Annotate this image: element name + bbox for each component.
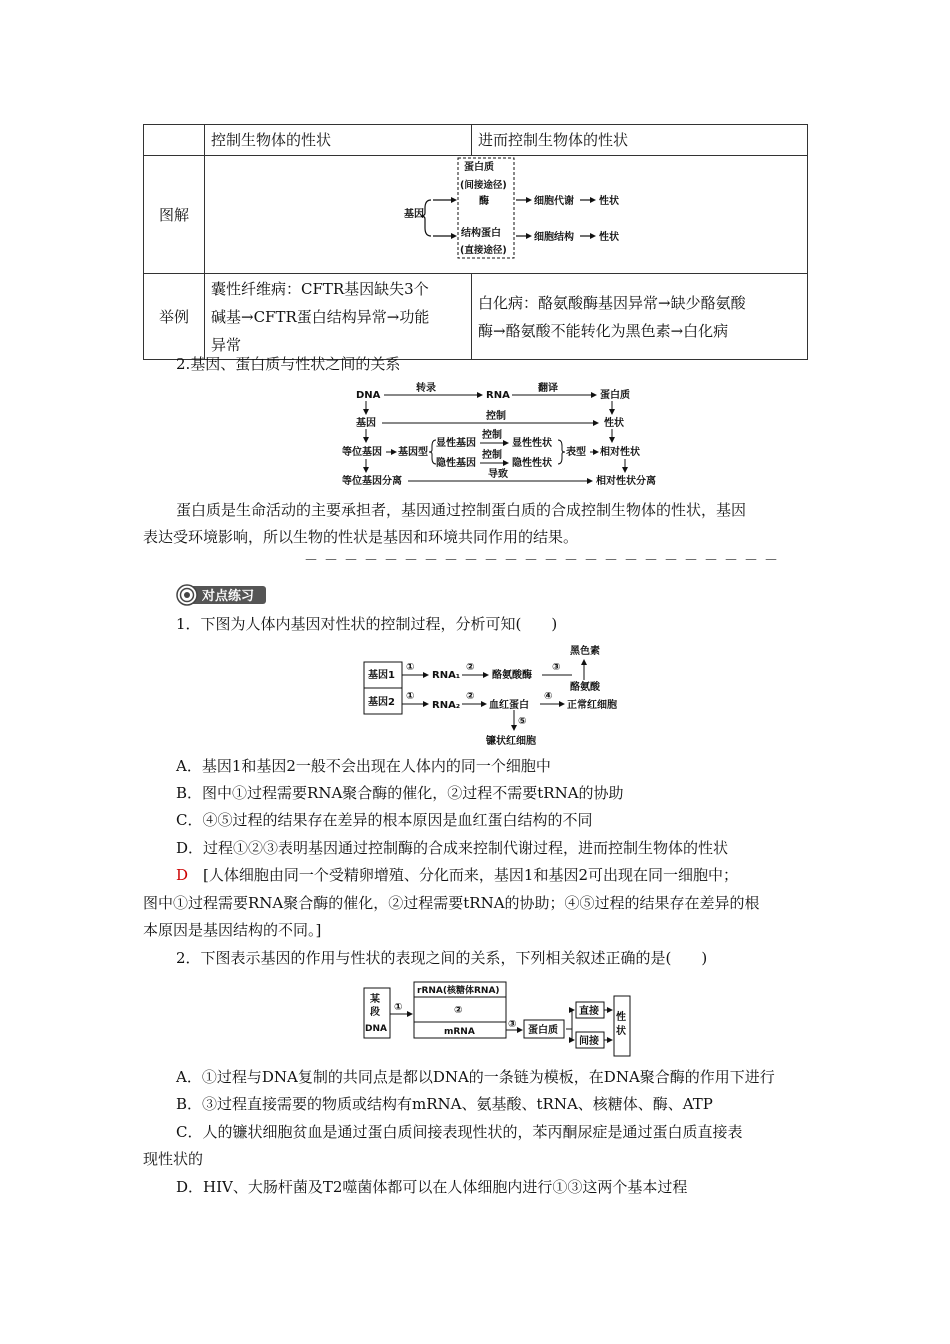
row3-c2 [205,274,472,360]
d2-protein: 蛋白质 [600,390,630,401]
d2-dna: DNA [356,390,381,401]
q1-stem: 1．下图为人体内基因对性状的控制过程，分析可知( ) [176,615,558,633]
q2-option-d: D．HIV、大肠杆菌及T2噬菌体都可以在人体细胞内进行①③这两个基本过程 [176,1178,688,1196]
q2-option-b: B．③过程直接需要的物质或结构有mRNA、氨基酸、tRNA、核糖体、酶、ATP [176,1095,713,1113]
d1-metabolism: 细胞代谢 [534,196,574,207]
d2-phenotype: 表型 [566,447,586,458]
row2-label: 图解 [144,156,205,274]
comparison-table [143,124,808,360]
d1-structure: 细胞结构 [534,232,574,243]
d3-c1: ① [406,662,415,673]
d4-seg3: DNA [365,1024,387,1034]
d2-transcription: 转录 [416,383,436,394]
row3-c2-line: 碱基→CFTR蛋白结构异常→功能 [211,307,430,326]
q1-explain-1: [人体细胞由同一个受精卵增殖、分化而来，基因1和基因2可出现在同一细胞中； [203,866,738,884]
d1-structural: 结构蛋白 [461,228,501,239]
d1-direct: (直接途径) [460,245,507,256]
d4-c1: ① [394,1002,403,1013]
d4-trait1: 性 [616,1012,626,1023]
d1-trait-a: 性状 [599,196,619,207]
d4-indirect: 间接 [579,1036,599,1047]
d4-protein: 蛋白质 [528,1025,558,1036]
q1-answer: D [176,866,189,884]
d4-c2: ② [454,1005,463,1016]
d3-tyr-enzyme: 酪氨酸酶 [492,670,532,681]
q2-option-a: A．①过程与DNA复制的共同点是都以DNA的一条链为模板，在DNA聚合酶的作用下进行 [176,1068,775,1086]
q1-explain-2: 图中①过程需要RNA聚合酶的催化，②过程需要tRNA的协助；④⑤过程的结果存在差异的根 [143,894,760,912]
d1-dashed-box [458,158,514,258]
summary-line-2: 表达受环境影响，所以生物的性状是基因和环境共同作用的结果。 [143,528,579,546]
d1-protein: 蛋白质 [464,162,494,173]
row1-label [144,125,205,156]
d2-control: 控制 [486,411,506,422]
d3-normal-rbc: 正常红细胞 [567,700,617,711]
d1-enzyme: 酶 [479,196,489,207]
d3-tyrosine: 酪氨酸 [570,682,600,693]
d2-dom-gene: 显性基因 [436,438,476,449]
q1-option-c: C．④⑤过程的结果存在差异的根本原因是血红蛋白结构的不同 [176,811,593,829]
row1-c2: 控制生物体的性状 [205,125,472,156]
d2-allele-sep: 等位基因分离 [342,476,402,487]
row2-diagram-cell [205,156,808,274]
d2-rel-trait-sep: 相对性状分离 [596,476,656,487]
d3-gene1: 基因1 [368,670,395,681]
row3-c3-line: 酶→酪氨酸不能转化为黑色素→白化病 [478,321,729,340]
d3-melanin: 黑色素 [570,646,600,657]
d1-trait-b: 性状 [599,232,619,243]
d3-rna1: RNA₁ [432,670,461,681]
d3-c2a: ② [466,662,475,673]
d2-translation: 翻译 [538,383,558,394]
q1-explain-3: 本原因是基因结构的不同。] [143,921,322,939]
q2-option-c: C．人的镰状细胞贫血是通过蛋白质间接表现性状的，苯丙酮尿症是通过蛋白质直接表 [176,1123,743,1141]
d4-c3: ③ [508,1019,517,1030]
d3-c3: ③ [552,662,561,673]
d2-dom-trait: 显性性状 [512,438,552,449]
q1-option-b: B．图中①过程需要RNA聚合酶的催化，②过程不需要tRNA的协助 [176,784,624,802]
d1-gene: 基因 [404,209,424,220]
d1-indirect: (间接途径) [460,180,507,191]
d4-rrna: rRNA(核糖体RNA) [417,986,500,996]
d2-rec-gene: 隐性基因 [436,458,476,469]
d3-gene2: 基因2 [368,697,395,708]
d2-rna: RNA [486,390,510,401]
q2-stem: 2．下图表示基因的作用与性状的表现之间的关系，下列相关叙述正确的是( ) [176,949,708,967]
d2-control-rec: 控制 [482,450,502,461]
row3-c2-line: 异常 [211,335,242,354]
d2-rec-trait: 隐性性状 [512,458,552,469]
q1-option-d: D．过程①②③表明基因通过控制酶的合成来控制代谢过程，进而控制生物体的性状 [176,839,729,857]
gene-trait-pathway-diagram [211,156,801,264]
row3-c3 [472,274,808,360]
d4-trait2: 状 [616,1026,626,1037]
d3-rna2: RNA₂ [432,700,461,711]
d2-genotype: 基因型 [398,447,428,458]
d2-rel-trait: 相对性状 [600,447,640,458]
practice-badge-label: 对点练习 [202,589,255,604]
row3-c2-line: 囊性纤维病：CFTR基因缺失3个 [211,279,429,298]
q1-option-a: A．基因1和基因2一般不会出现在人体内的同一个细胞中 [176,757,551,775]
d3-hemoglobin: 血红蛋白 [489,700,529,711]
section-heading: 2.基因、蛋白质与性状之间的关系 [176,355,401,373]
row3-c3-line: 白化病：酪氨酸酶基因异常→缺少酪氨酸 [478,293,746,312]
d2-allele: 等位基因 [342,447,382,458]
d4-seg2: 段 [370,1007,380,1018]
gene-protein-trait-diagram [340,382,670,488]
d2-lead: 导致 [488,469,508,480]
q2-option-c-cont: 现性状的 [143,1150,204,1168]
d3-c4: ④ [544,691,553,702]
row1-c3: 进而控制生物体的性状 [472,125,808,156]
d3-c5: ⑤ [518,716,527,727]
d2-gene: 基因 [356,418,376,429]
d2-trait: 性状 [604,418,624,429]
d2-control-dom: 控制 [482,430,502,441]
row3-label: 举例 [144,274,205,360]
d4-seg1: 某 [370,994,380,1005]
d4-mrna: mRNA [444,1027,475,1037]
q1-diagram [362,642,638,750]
q2-diagram [362,978,632,1060]
divider: －－－－－－－－－－－－－－－－－－－－－－－－ [304,553,784,569]
d3-c2b: ② [466,691,475,702]
practice-badge [176,584,266,604]
summary-line-1: 蛋白质是生命活动的主要承担者，基因通过控制蛋白质的合成控制生物体的性状，基因 [176,501,747,519]
d3-sickle-rbc: 镰状红细胞 [486,736,536,747]
d4-direct: 直接 [579,1006,599,1017]
q1-answer-line [176,861,738,889]
d3-c1b: ① [406,691,415,702]
